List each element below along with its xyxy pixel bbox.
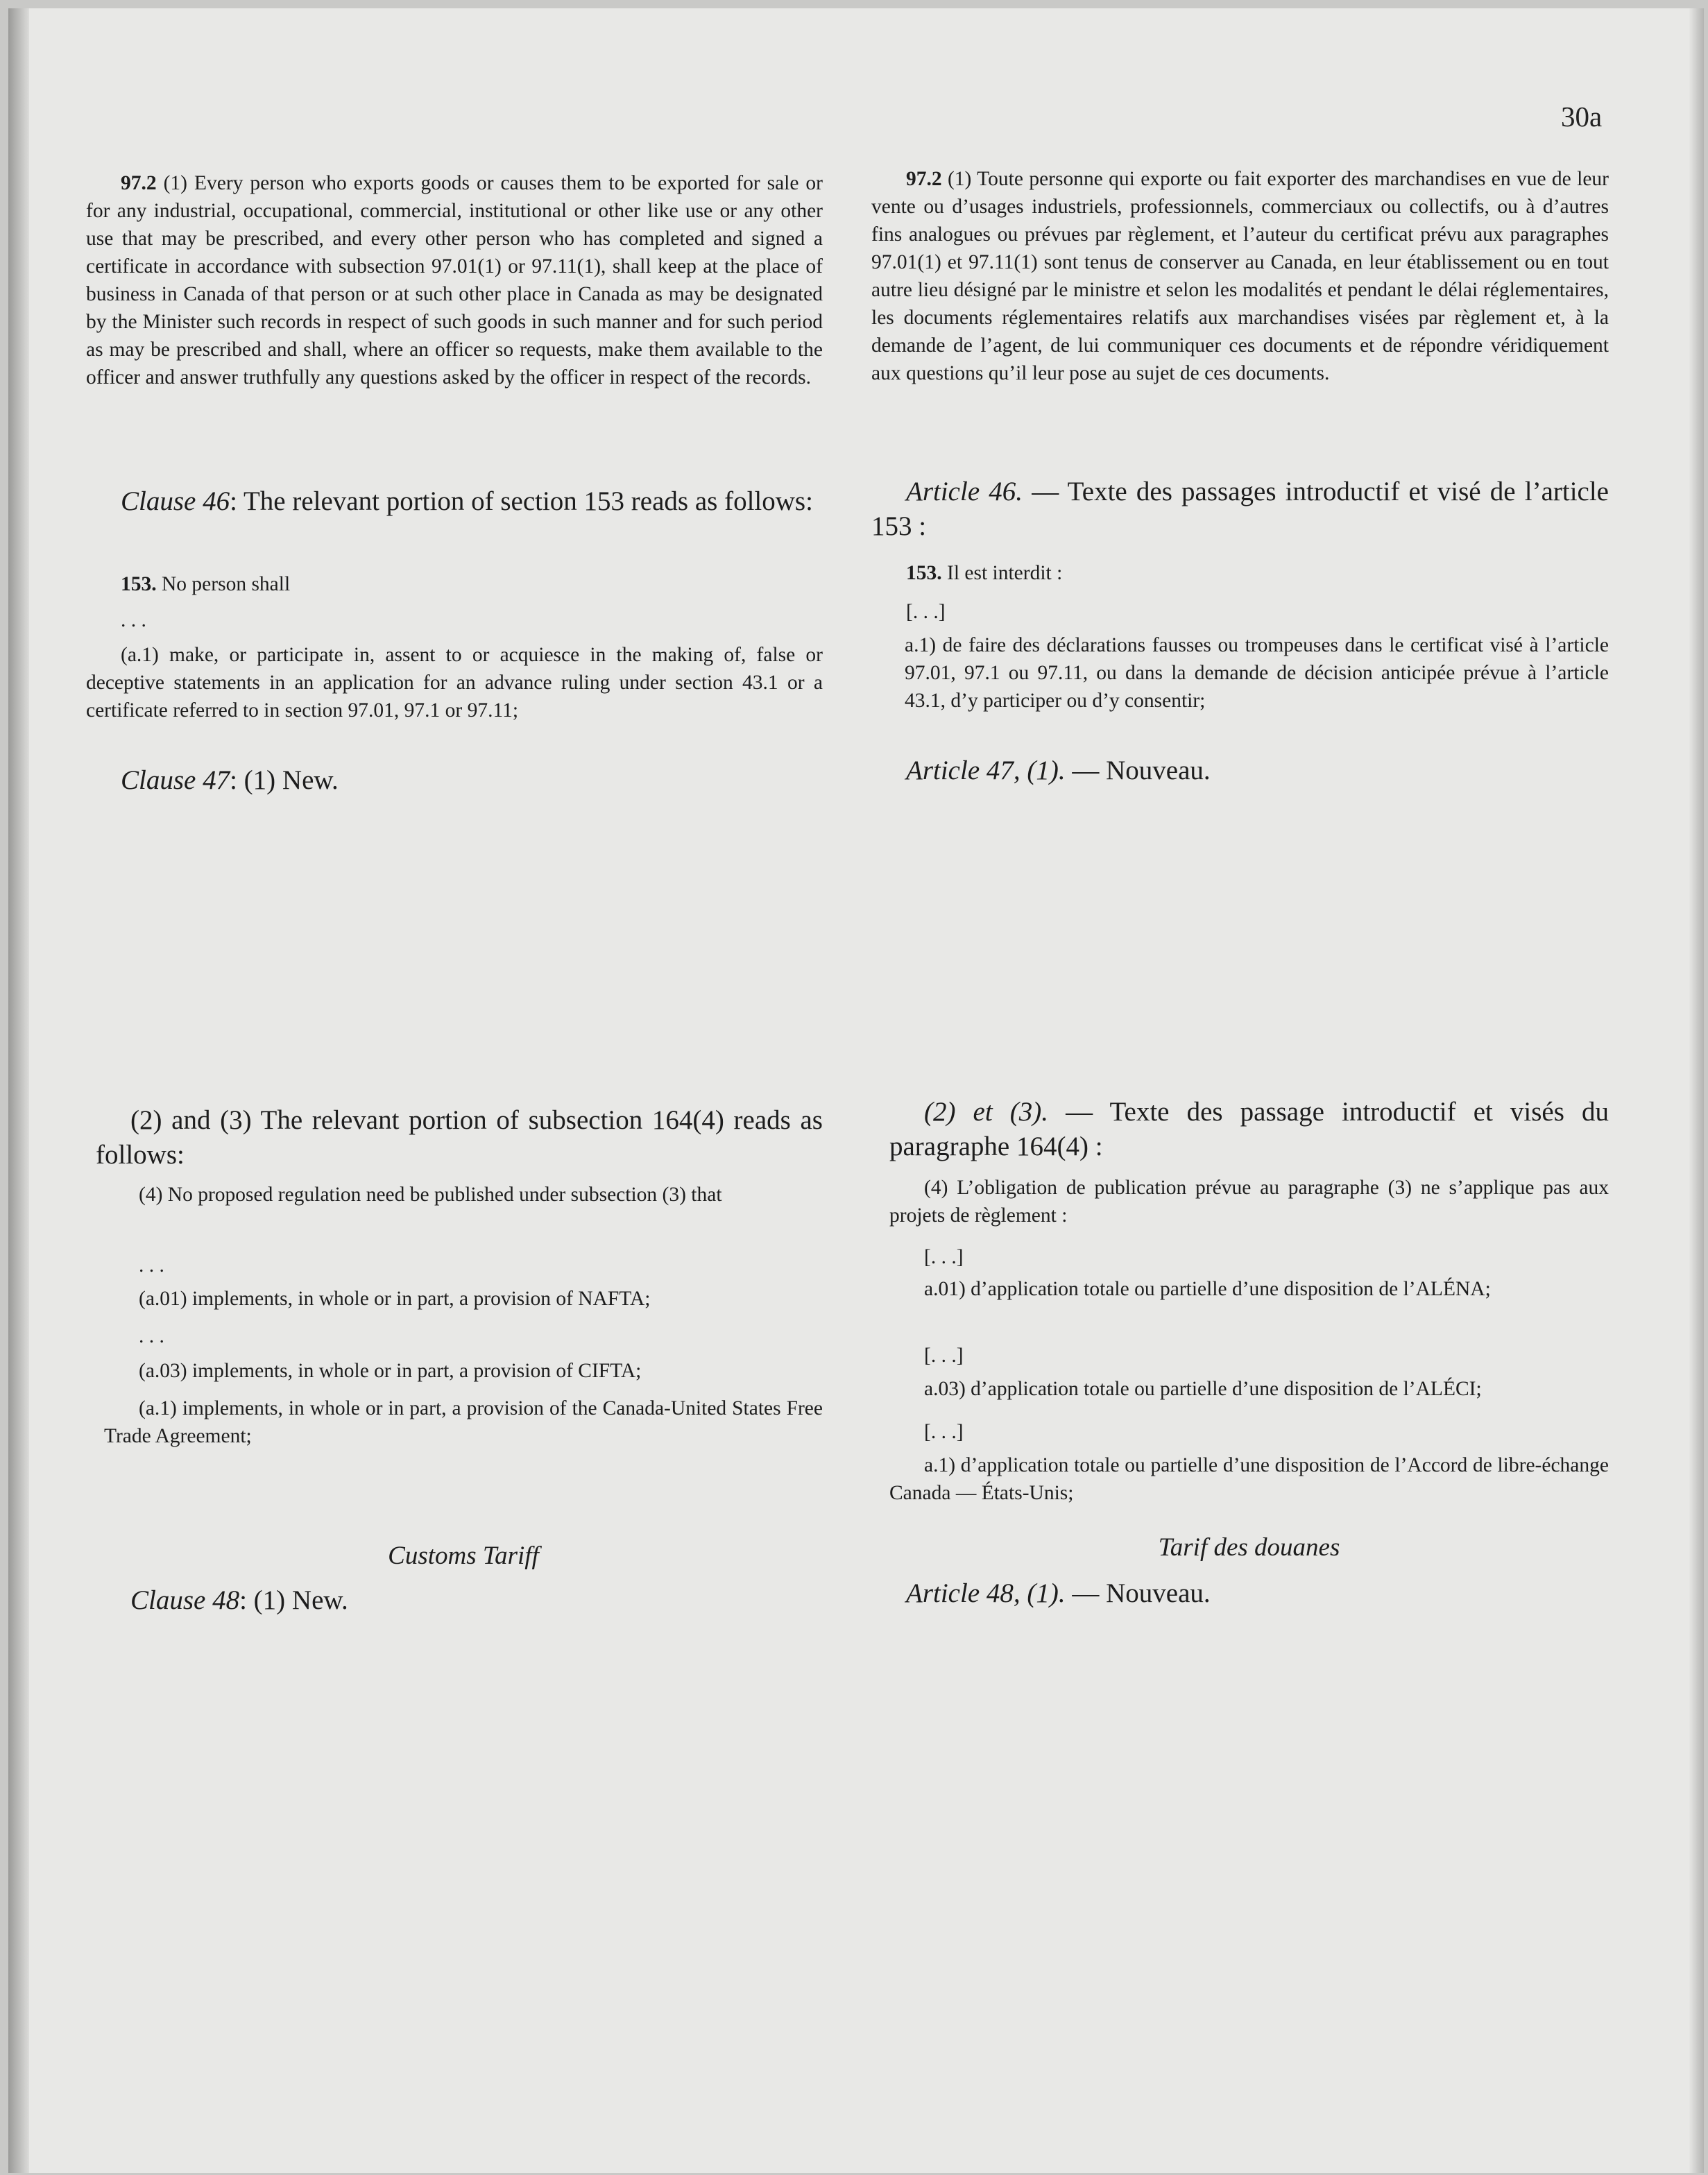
paragraph-a03-fr: a.03) d’application totale ou partielle d’une disposition de l’ALÉCI; [924,1378,1482,1400]
article-text: — Nouveau. [1065,1578,1211,1608]
article-text: — Nouveau. [1065,756,1211,785]
clause-text: : (1) New. [230,765,339,795]
paragraph-a03-en: (a.03) implements, in whole or in part, a provision of CIFTA; [139,1360,642,1382]
ellipsis: [. . .] [924,1421,964,1443]
tarif-des-douanes-title: Tarif des douanes [1158,1533,1340,1562]
subsection-164-heading-en: (2) and (3) The relevant portion of subsection 164(4) reads as follows: [96,1105,823,1170]
section-number: 97.2 [906,168,942,190]
ellipsis: [. . .] [906,601,946,623]
paragraph-a1-fr: a.1) de faire des déclarations fausses ou trompeuses dans le certificat visé à l’article 97.01, 97.1 ou 97.11, ou dans la demande de décision anticipée prévue à l’article 43.1, d’y participer ou d’y consentir; [905,634,1609,712]
ellipsis: [. . .] [924,1246,964,1268]
article-48-heading [871,1576,1609,1611]
paragraph-a1-alec-fr: a.1) d’application totale ou partielle d’une disposition de l’Accord de libre-échange Canada — États-Unis; [889,1454,1609,1504]
section-text: Il est interdit : [947,562,1063,584]
customs-tariff-title: Customs Tariff [388,1542,539,1570]
clause-text: : The relevant portion of section 153 reads as follows: [230,486,813,516]
section-text: (1) Every person who exports goods or causes them to be exported for sale or for any industrial, occupational, commercial, institutional or other like use or any other use that may be prescribed, and every other person who has completed and signed a certificate in accordance with subsection 97.01(1) or 97.11(1), shall keep at the place of business in Canada of that person or at such other place in Canada as may be designated by the Minister such records in respect of such goods in such manner and for such period as may be prescribed and shall, where an officer so requests, make them available to the officer and answer truthfully any questions asked by the officer in respect of the records. [86,172,823,389]
paragraph-a1-cusfta-en: (a.1) implements, in whole or in part, a provision of the Canada-United States Free Trade Agreement; [104,1397,823,1447]
section-153-fr [871,559,1609,587]
ellipsis: [. . .] [924,1345,964,1367]
section-97-2-en [86,169,823,391]
clause-label: Clause 47 [121,765,230,795]
section-text: No person shall [162,573,291,595]
clause-47-heading [86,763,823,798]
scanned-page [8,8,1704,2173]
paragraph-a01-en: (a.01) implements, in whole or in part, a provision of NAFTA; [139,1288,651,1310]
article-text: — Texte des passages introductif et visé de l’article 153 : [871,477,1609,541]
article-46-heading [871,475,1609,544]
paragraph-a1-en: (a.1) make, or participate in, assent to or acquiesce in the making of, false or deceptive statements in an application for an advance ruling under section 43.1 or a certificate referred to in section 97.01, 97.1 or 97.11; [86,644,823,722]
clause-label: Clause 48 [130,1585,240,1615]
paragraphe-164-heading-fr [889,1095,1609,1164]
ellipsis: . . . [139,1325,164,1347]
section-number: 97.2 [121,172,157,194]
article-label: Article 47, (1). [906,756,1066,785]
subsection-164-4-en: (4) No proposed regulation need be published under subsection (3) that [139,1184,722,1206]
ellipsis: . . . [139,1254,164,1277]
section-number: 153. [121,573,157,595]
clause-label: Clause 46 [121,486,230,516]
article-label: Article 46. [906,477,1023,506]
clause-46-heading [86,484,823,519]
section-97-2-fr [871,165,1609,387]
paragraph-a01-fr: a.01) d’application totale ou partielle d’une disposition de l’ALÉNA; [924,1278,1491,1300]
article-47-heading [871,753,1609,788]
article-label: Article 48, (1). [906,1578,1066,1608]
clause-48-heading [86,1583,823,1618]
article-label: (2) et (3). [924,1097,1048,1127]
section-153-en [86,570,823,598]
section-number: 153. [906,562,942,584]
ellipsis: . . . [121,609,146,631]
paragraphe-164-4-fr: (4) L’obligation de publication prévue au paragraphe (3) ne s’applique pas aux projets de règlement : [889,1177,1609,1227]
section-text: (1) Toute personne qui exporte ou fait exporter des marchandises en vue de leur vente ou d’usages industriels, professionnels, commerciaux ou collectifs, ou à d’autres fins analogues ou prévues par règlement, et l’auteur du certificat prévu aux paragraphes 97.01(1) et 97.11(1) sont tenus de conserver au Canada, en leur établissement ou en tout autre lieu désigné par le ministre et selon les modalités et pendant le délai réglementaires, les documents réglementaires relatifs aux marchandises visées par règlement et, à la demande de l’agent, de lui communiquer ces documents et de répondre véridiquement aux questions qu’il leur pose au sujet de ces documents. [871,168,1609,384]
article-text: — Texte des passage introductif et visés du paragraphe 164(4) : [889,1097,1609,1161]
page-number: 30a [1561,101,1603,133]
clause-text: : (1) New. [239,1585,348,1615]
